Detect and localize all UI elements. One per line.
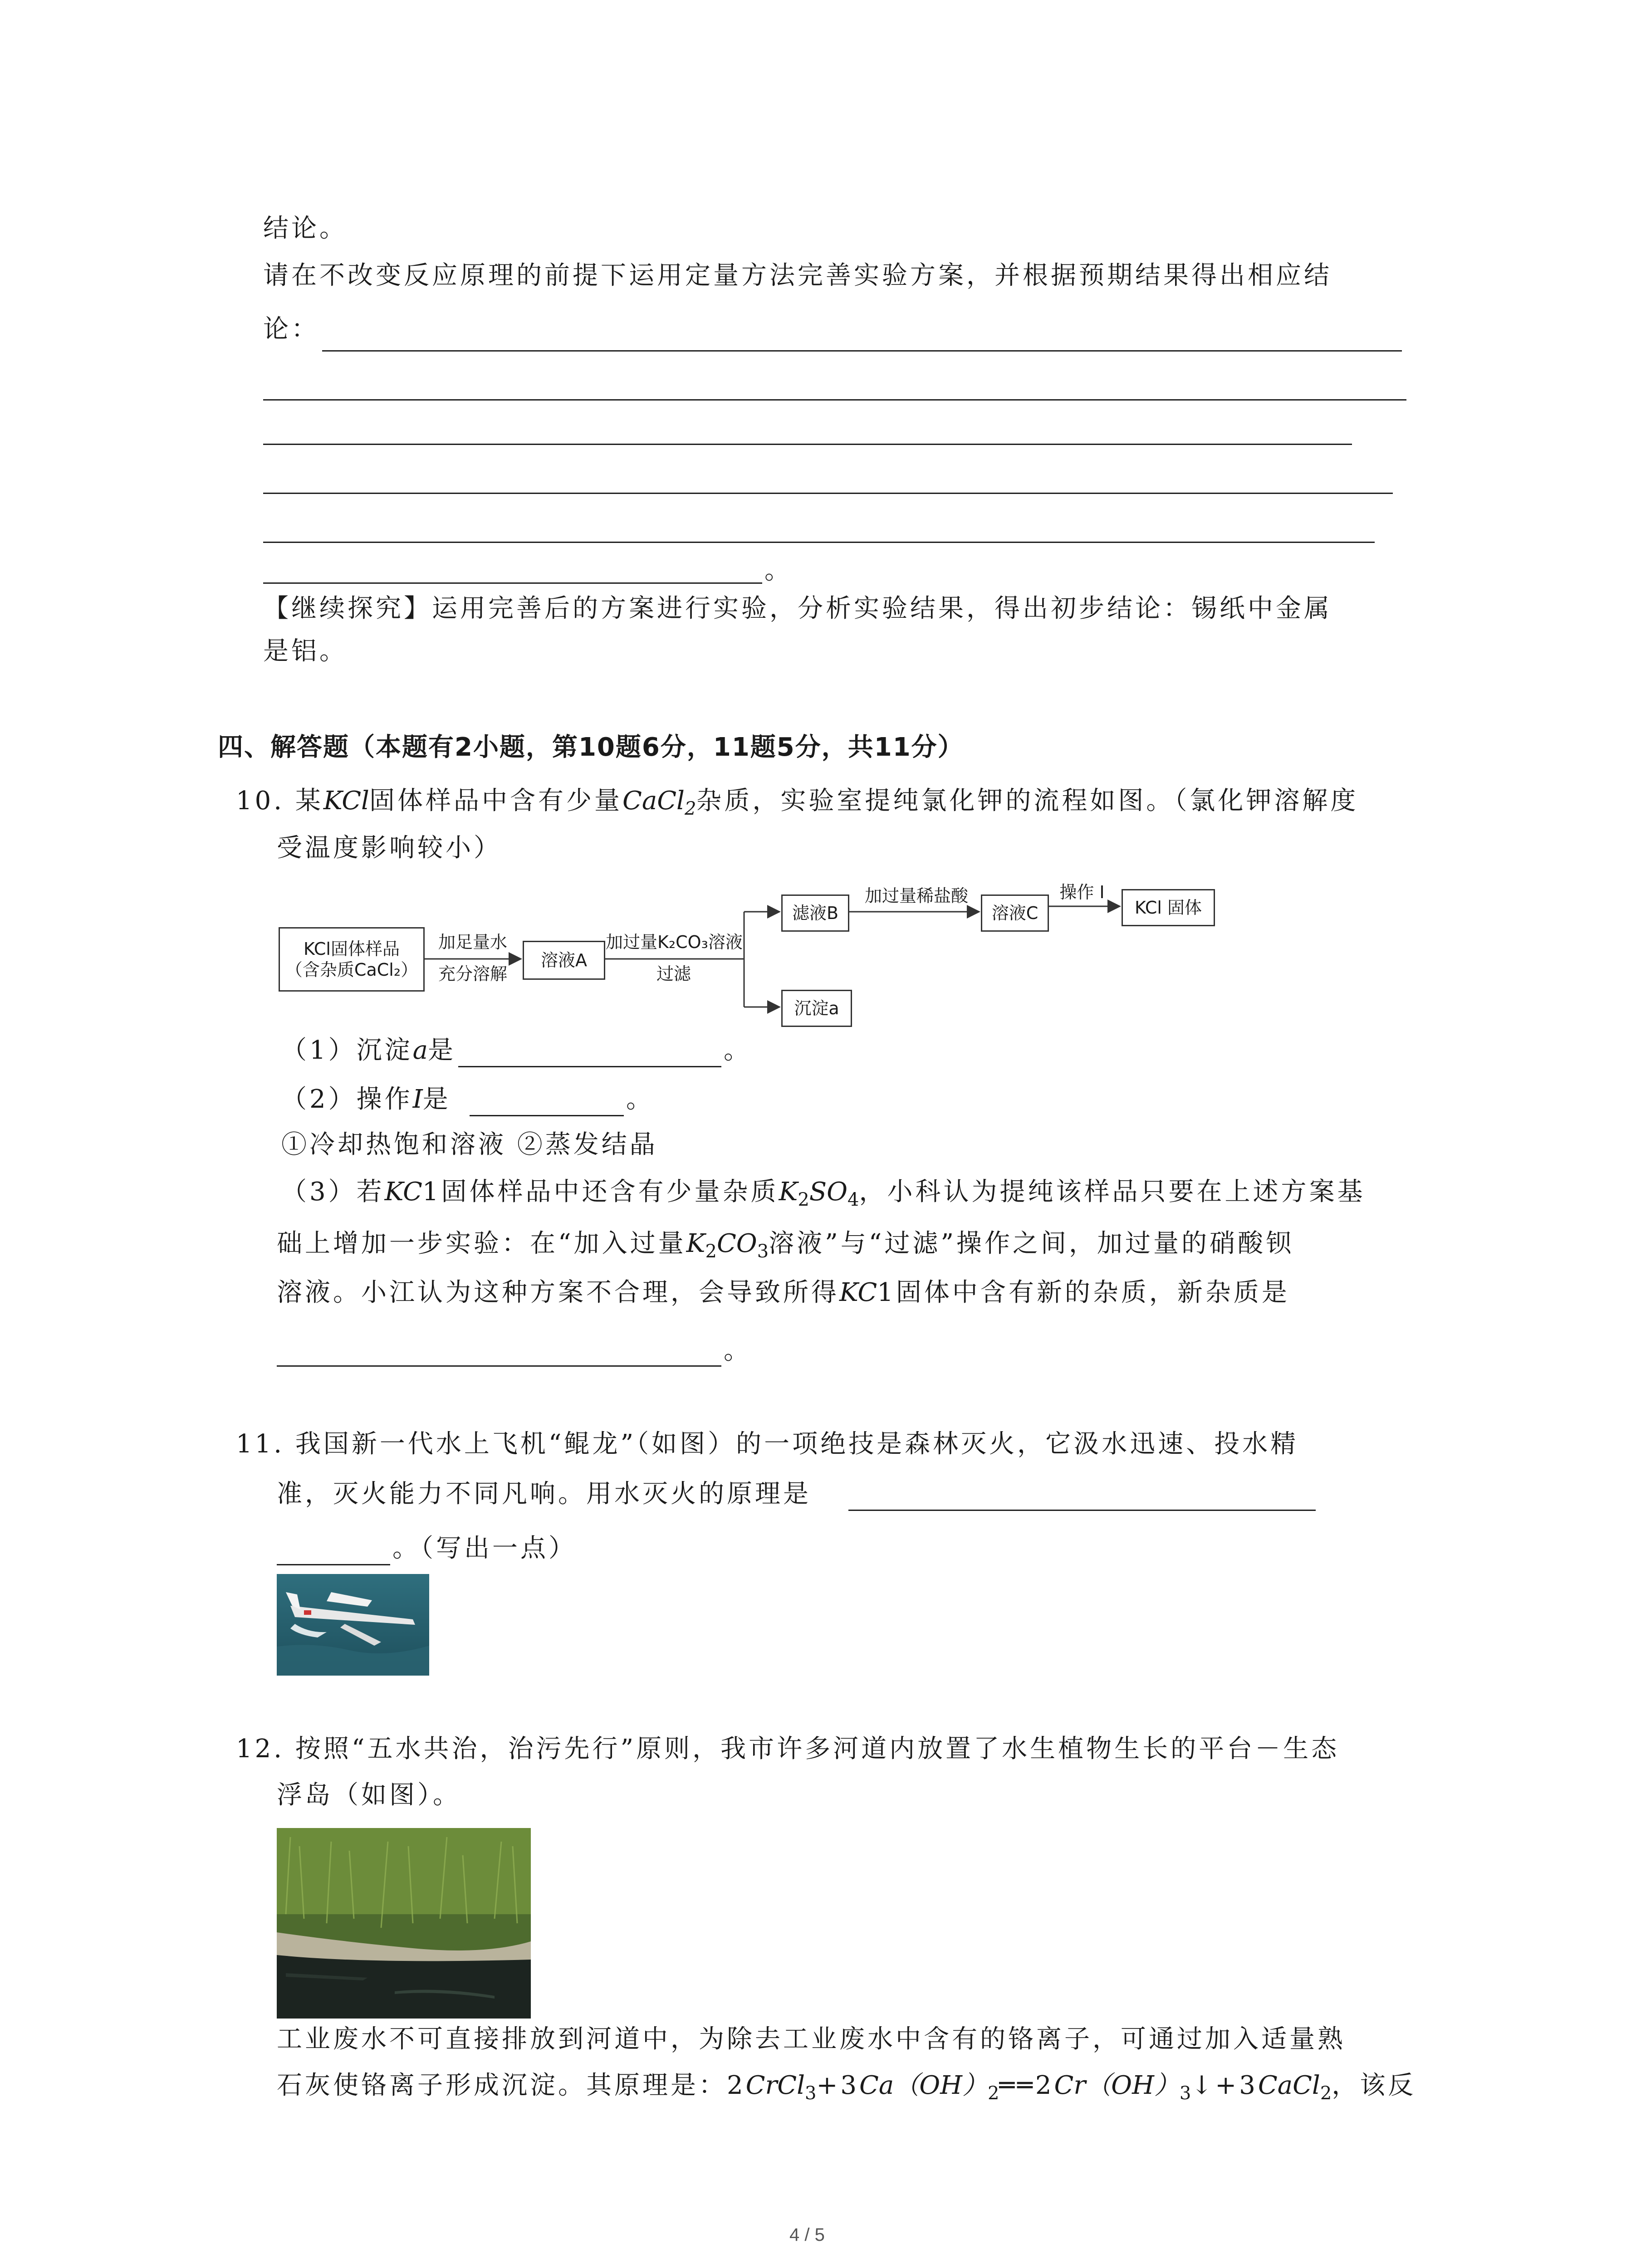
seaplane-photo <box>277 1574 429 1676</box>
q12-eq-oh2: （OH） <box>1086 2071 1180 2100</box>
q10-p3-l3-a: 溶液。小江认为这种方案不合理，会导致所得 <box>277 1278 839 1307</box>
q12-eq-equals: ══2 <box>999 2071 1054 2100</box>
answer-blank-4[interactable] <box>263 493 1393 494</box>
q12-eq-crcl: CrCl <box>745 2071 805 2100</box>
flow-label-add-k2co3: 加过量K₂CO₃溶液 <box>606 932 743 952</box>
q10-line-2: 受温度影响较小） <box>277 833 502 863</box>
q12-eq-sub2b: 2 <box>1320 2083 1332 2104</box>
flow-label-add-hcl: 加过量稀盐酸 <box>864 886 968 906</box>
q10-part-3-line-2 <box>277 1227 1294 1268</box>
q10-p3-c: ，小科认为提纯该样品只要在上述方案基 <box>859 1177 1366 1207</box>
q10-part-1-blank[interactable] <box>458 1066 721 1067</box>
q10-cacl: CaCl <box>622 786 685 816</box>
q12-eq-cr: Cr <box>1054 2071 1086 2100</box>
q10-p2-var: I <box>412 1085 423 1114</box>
q10-p1-b: 是 <box>428 1036 456 1065</box>
q10-part-3-line-3 <box>277 1276 1290 1309</box>
q10-part-2-end: 。 <box>626 1085 654 1114</box>
q10-p3-kc: KC <box>384 1177 422 1207</box>
flow-box-precipitate-a: 沉淀a <box>781 990 852 1027</box>
q12-eq-sub2: 2 <box>988 2083 999 2104</box>
q10-p3-l2-b: 溶液”与“过滤”操作之间，加过量的硝酸钡 <box>769 1229 1294 1258</box>
q12-line-2: 浮岛（如图）。 <box>277 1780 461 1810</box>
flow-label-add-water: 加足量水 <box>438 932 507 952</box>
q10-p3-l2-sub2: 2 <box>705 1241 717 1262</box>
q12-line-1 <box>236 1733 1339 1765</box>
q10-p3-b: 固体样品中还含有少量杂质 <box>441 1177 779 1207</box>
answer-blank-2[interactable] <box>263 399 1406 401</box>
process-flowchart <box>272 882 1225 1034</box>
q10-p1-a: （1）沉淀 <box>281 1036 413 1065</box>
q12-eq-oh1: （OH） <box>894 2071 988 2100</box>
blank-end-mark: 。 <box>764 556 793 585</box>
q10-p3-l3-1: 1 <box>877 1278 896 1307</box>
q10-p3-k: K <box>779 1177 798 1207</box>
q10-p3-l2-a: 础上增加一步实验：在“加入过量 <box>277 1229 686 1258</box>
q10-p3-l2-co: CO <box>716 1229 757 1258</box>
q10-p2-a: （2）操作 <box>281 1085 413 1114</box>
q10-part-1 <box>281 1034 456 1067</box>
q11-line-2: 准，灭火能力不同凡响。用水灭火的原理是 <box>277 1479 811 1509</box>
q12-eq-ca: Ca <box>859 2071 894 2100</box>
q12-eq-tail: ，该反 <box>1332 2071 1416 2100</box>
q12-eq-cacl: CaCl <box>1258 2071 1320 2100</box>
page-number: 4 / 5 <box>789 2225 825 2245</box>
eco-island-photo <box>277 1828 531 2019</box>
q10-kcl: KCl <box>323 786 369 816</box>
answer-blank-5[interactable] <box>263 542 1375 543</box>
q10-text-b: 固体样品中含有少量 <box>369 786 622 816</box>
q10-part-2 <box>281 1083 451 1116</box>
answer-blank-1[interactable] <box>322 350 1402 352</box>
q10-part-1-end: 。 <box>724 1036 752 1065</box>
q10-p3-l3-b: 固体中含有新的杂质，新杂质是 <box>896 1278 1290 1307</box>
eco-island-image <box>277 1828 531 2019</box>
q10-text-c: 杂质，实验室提纯氯化钾的流程如图。（氯化钾溶解度 <box>696 786 1359 816</box>
q10-p1-var: a <box>412 1036 428 1065</box>
q10-p3-1: 1 <box>422 1177 441 1207</box>
flow-box-solution-a: 溶液A <box>523 941 605 980</box>
q10-options: ①冷却热饱和溶液 ②蒸发结晶 <box>281 1130 658 1159</box>
q11-text-1: 我国新一代水上飞机“鲲龙”（如图）的一项绝技是森林灭火，它汲水迅速、投水精 <box>295 1429 1299 1459</box>
q11-line-3-end: 。（写出一点） <box>392 1534 577 1563</box>
q10-p3-l2-k: K <box>686 1229 705 1258</box>
q12-text-1: 按照“五水共治，治污先行”原则，我市许多河道内放置了水生植物生长的平台－生态 <box>295 1734 1340 1764</box>
continue-explore-line-1: 【继续探究】运用完善后的方案进行实验，分析实验结果，得出初步结论：锡纸中金属 <box>263 594 1332 623</box>
section-heading: 四、解答题（本题有2小题，第10题6分，11题5分，共11分） <box>218 733 964 762</box>
q10-text-a: 某 <box>295 786 323 816</box>
q12-eq-sub3: 3 <box>805 2083 817 2104</box>
instruction-line-2-prefix: 论： <box>263 314 319 344</box>
flow-label-filter: 过滤 <box>656 964 691 984</box>
q12-eq-a: 石灰使铬离子形成沉淀。其原理是：2 <box>277 2071 746 2100</box>
q10-p3-a: （3）若 <box>281 1177 385 1207</box>
flow-label-operation-i: 操作 I <box>1059 882 1105 902</box>
seaplane-image <box>277 1574 429 1676</box>
q11-answer-blank-2[interactable] <box>277 1564 390 1565</box>
flow-label-dissolve: 充分溶解 <box>438 964 507 984</box>
q10-sub: 2 <box>684 798 696 819</box>
flow-box-solution-c: 溶液C <box>981 894 1049 932</box>
q12-number: 12. <box>236 1734 285 1764</box>
q11-answer-blank-1[interactable] <box>848 1510 1316 1511</box>
q10-part-2-blank[interactable] <box>470 1115 624 1116</box>
q10-p2-b: 是 <box>422 1085 451 1114</box>
q10-p3-l2-sub3: 3 <box>757 1241 769 1262</box>
flow-box-kcl-solid: KCl 固体 <box>1122 889 1215 926</box>
q10-p3-sub2: 2 <box>798 1189 809 1210</box>
answer-blank-3[interactable] <box>263 444 1352 445</box>
q12-eq-plus3: +3 <box>816 2071 860 2100</box>
continue-explore-line-2: 是铝。 <box>263 636 348 666</box>
q10-p3-so: SO <box>809 1177 848 1207</box>
q10-number: 10. <box>236 786 285 816</box>
text-conclusion-tail: 结论。 <box>263 214 348 243</box>
q11-line-1 <box>236 1428 1298 1461</box>
flow-box-filtrate-b: 滤液B <box>781 894 849 932</box>
q10-part-3-end: 。 <box>724 1336 752 1365</box>
q10-line-1 <box>236 785 1358 825</box>
q10-part-3-blank[interactable] <box>277 1365 721 1367</box>
q11-number: 11. <box>236 1429 285 1459</box>
answer-blank-6[interactable] <box>263 582 762 584</box>
instruction-line-1: 请在不改变反应原理的前提下运用定量方法完善实验方案，并根据预期结果得出相应结 <box>263 261 1332 290</box>
q10-part-3-line-1 <box>281 1176 1366 1216</box>
q12-line-3: 工业废水不可直接排放到河道中，为除去工业废水中含有的铬离子，可通过加入适量熟 <box>277 2024 1346 2054</box>
q10-p3-l3-kc: KC <box>839 1278 877 1307</box>
flow-box-sample: KCl固体样品 （含杂质CaCl₂） <box>279 927 425 992</box>
q12-eq-sub3b: 3 <box>1179 2083 1191 2104</box>
q12-line-4-equation <box>277 2069 1416 2110</box>
q12-eq-down: ↓+3 <box>1191 2071 1258 2100</box>
q10-p3-sub4: 4 <box>847 1189 859 1210</box>
